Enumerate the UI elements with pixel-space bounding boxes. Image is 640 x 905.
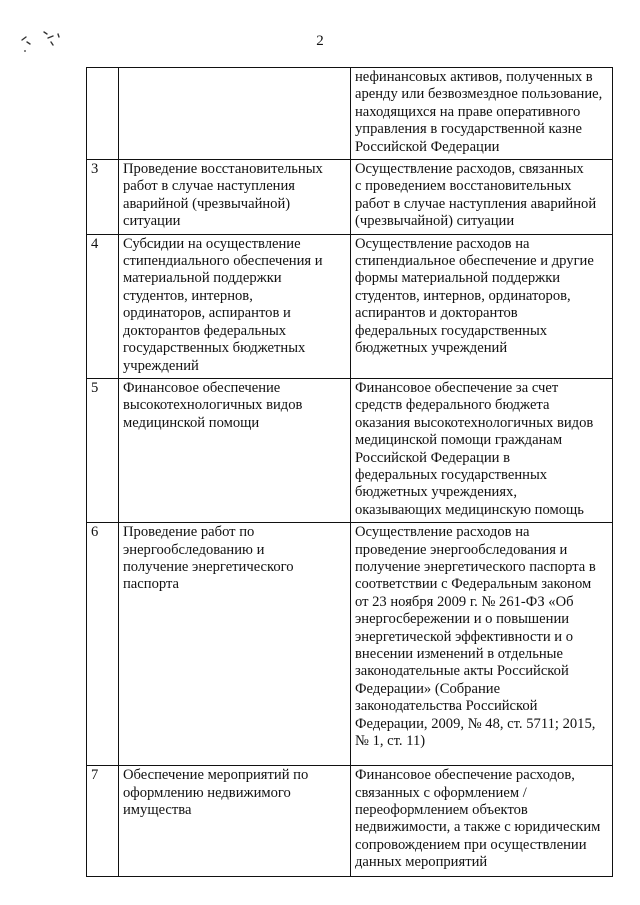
row-number: 7 xyxy=(87,766,119,877)
table-row xyxy=(87,234,613,378)
row-number: 4 xyxy=(87,234,119,378)
page-number: 2 xyxy=(316,33,324,49)
row-description: Финансовое обеспечение расходов, связанных с оформлением / переоформлением объектов недвижимости, а также с юридическим сопровождением при осуществлении данных мероприятий xyxy=(351,766,613,877)
row-description: Осуществление расходов на проведение энергообследования и получение энергетического паспорта в соответствии с Федеральным законом от 23 ноября 2009 г. № 261-ФЗ «Об энергосбережении и о повышении энергетической эффективности и о внесении изменений в отдельные законодательные акты Российской Федерации» (Собрание законодательства Российской Федерации, 2009, № 48, ст. 5711; 2015, № 1, ст. 11) xyxy=(351,523,613,766)
row-name xyxy=(119,68,351,160)
table-row xyxy=(87,68,613,160)
row-name: Финансовое обеспечение высокотехнологичных видов медицинской помощи xyxy=(119,378,351,522)
table-row xyxy=(87,378,613,522)
row-name: Обеспечение мероприятий по оформлению недвижимого имущества xyxy=(119,766,351,877)
row-description: Осуществление расходов на стипендиальное обеспечение и другие формы материальной поддержки студентов, интернов, ординаторов, аспирантов и докторантов федеральных государственных бюджетных учреждений xyxy=(351,234,613,378)
row-number: 6 xyxy=(87,523,119,766)
expenses-table xyxy=(86,67,613,877)
row-description: нефинансовых активов, полученных в аренду или безвозмездное пользование, находящихся на праве оперативного управления в государственной казне Российской Федерации xyxy=(351,68,613,160)
row-name: Проведение работ по энергообследованию и получение энергетического паспорта xyxy=(119,523,351,766)
row-description: Осуществление расходов, связанных с проведением восстановительных работ в случае наступления аварийной (чрезвычайной) ситуации xyxy=(351,160,613,235)
table-row xyxy=(87,523,613,766)
row-number: 5 xyxy=(87,378,119,522)
row-number xyxy=(87,68,119,160)
row-number: 3 xyxy=(87,160,119,235)
table-row xyxy=(87,766,613,877)
row-description: Финансовое обеспечение за счет средств федерального бюджета оказания высокотехнологичных видов медицинской помощи гражданам Российской Федерации в федеральных государственных бюджетных учреждениях, оказывающих медицинскую помощь xyxy=(351,378,613,522)
table-row xyxy=(87,160,613,235)
row-name: Проведение восстановительных работ в случае наступления аварийной (чрезвычайной) ситуации xyxy=(119,160,351,235)
row-name: Субсидии на осуществление стипендиального обеспечения и материальной поддержки студентов, интернов, ординаторов, аспирантов и докторантов федеральных государственных бюджетных учреждений xyxy=(119,234,351,378)
